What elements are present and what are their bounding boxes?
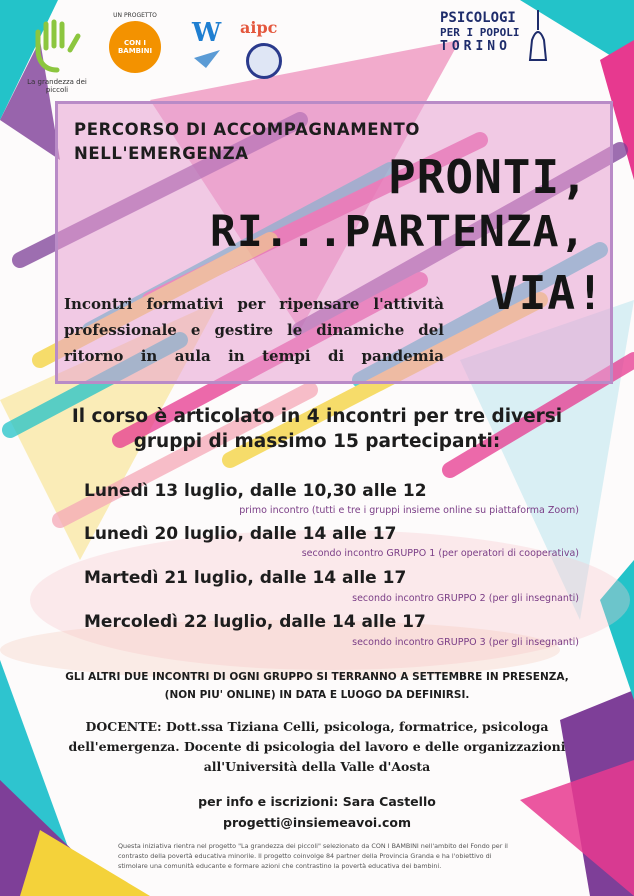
bird-icon (192, 48, 222, 70)
title-line2: RI...PARTENZA, (210, 207, 587, 257)
psicologi-line3: TORINO (440, 39, 511, 54)
logo-grandezza-text: La grandezza dei piccoli (27, 78, 87, 94)
schedule-note-2: secondo incontro GRUPPO 1 (per operatori di cooperativa) (301, 548, 579, 559)
docente-line2: dell'emergenza. Docente di psicologia del lavoro e delle organizzazioni (68, 739, 566, 754)
logo-grandezza-dei-piccoli (22, 18, 92, 98)
info-line: per info e iscrizioni: Sara Castello (198, 794, 436, 809)
schedule-note-3: secondo incontro GRUPPO 2 (per gli insegnanti) (352, 593, 579, 604)
fine-print: Questa iniziativa rientra nel progetto "La grandezza dei piccoli" selezionato da CON I BAMBINI nell'ambito del Fondo per il contrasto della povertà educativa minorile. Il progetto coinvolge 84 partner della Provincia Granda e ha l'obiettivo di stimolare una comunità educante e formare azioni che contrastino la povertà educativa dei bambini. (118, 842, 508, 870)
email-link[interactable]: progetti@insiemeavoi.com (223, 815, 411, 830)
schedule-date-3: Martedì 21 luglio, dalle 14 alle 17 (84, 568, 407, 588)
psicologi-line2: PER I POPOLI (440, 26, 520, 39)
other-meetings-line1: GLI ALTRI DUE INCONTRI DI OGNI GRUPPO SI TERRANNO A SETTEMBRE IN PRESENZA, (65, 671, 569, 683)
subtitle (74, 118, 420, 166)
subtitle-line1: PERCORSO DI ACCOMPAGNAMENTO (74, 120, 421, 139)
schedule-date-2: Lunedì 20 luglio, dalle 14 alle 17 (84, 524, 397, 544)
schedule-note-4: secondo incontro GRUPPO 3 (per gli insegnanti) (352, 637, 579, 648)
schedule-date-4: Mercoledì 22 luglio, dalle 14 alle 17 (84, 612, 426, 632)
psicologi-line1: PSICOLOGI (440, 10, 516, 26)
logo-progetto-caption: UN PROGETTO (113, 12, 157, 19)
title-line1: PRONTI, (388, 150, 589, 204)
schedule-date-1: Lunedì 13 luglio, dalle 10,30 alle 12 (84, 481, 427, 501)
subtitle-line2: NELL'EMERGENZA (74, 144, 249, 163)
seal-icon (246, 43, 282, 79)
docente (40, 717, 594, 777)
logo-w (192, 18, 226, 78)
logo-progetto-name: CON I BAMBINI (117, 39, 153, 55)
aipc-mark-icon: aipc (240, 18, 278, 37)
logo-orange-circle (109, 21, 161, 73)
w-letter-icon: W (192, 18, 222, 48)
intro-line2: gruppi di massimo 15 partecipanti: (133, 431, 501, 452)
schedule-note-1: primo incontro (tutti e tre i gruppi insieme online su piattaforma Zoom) (239, 505, 579, 516)
docente-line3: all'Università della Valle d'Aosta (203, 759, 431, 774)
other-meetings-line2: (NON PIU' ONLINE) IN DATA E LUOGO DA DEFINIRSI. (164, 689, 470, 701)
mole-antonelliana-icon (526, 10, 550, 66)
docente-line1: DOCENTE: Dott.ssa Tiziana Celli, psicologa, formatrice, psicologa (85, 719, 549, 734)
title-line3: VIA! (490, 266, 605, 320)
other-meetings (40, 668, 594, 704)
logo-aipc (240, 18, 286, 86)
logo-psicologi-per-i-popoli (440, 10, 540, 72)
hand-icon (22, 18, 92, 74)
intro-line1: Il corso è articolato in 4 incontri per tre diversi (71, 406, 563, 427)
description: Incontri formativi per ripensare l'attività professionale e gestire le dinamiche del ritorno in aula in tempi di pandemia (64, 295, 444, 365)
logo-con-i-bambini (104, 12, 166, 82)
